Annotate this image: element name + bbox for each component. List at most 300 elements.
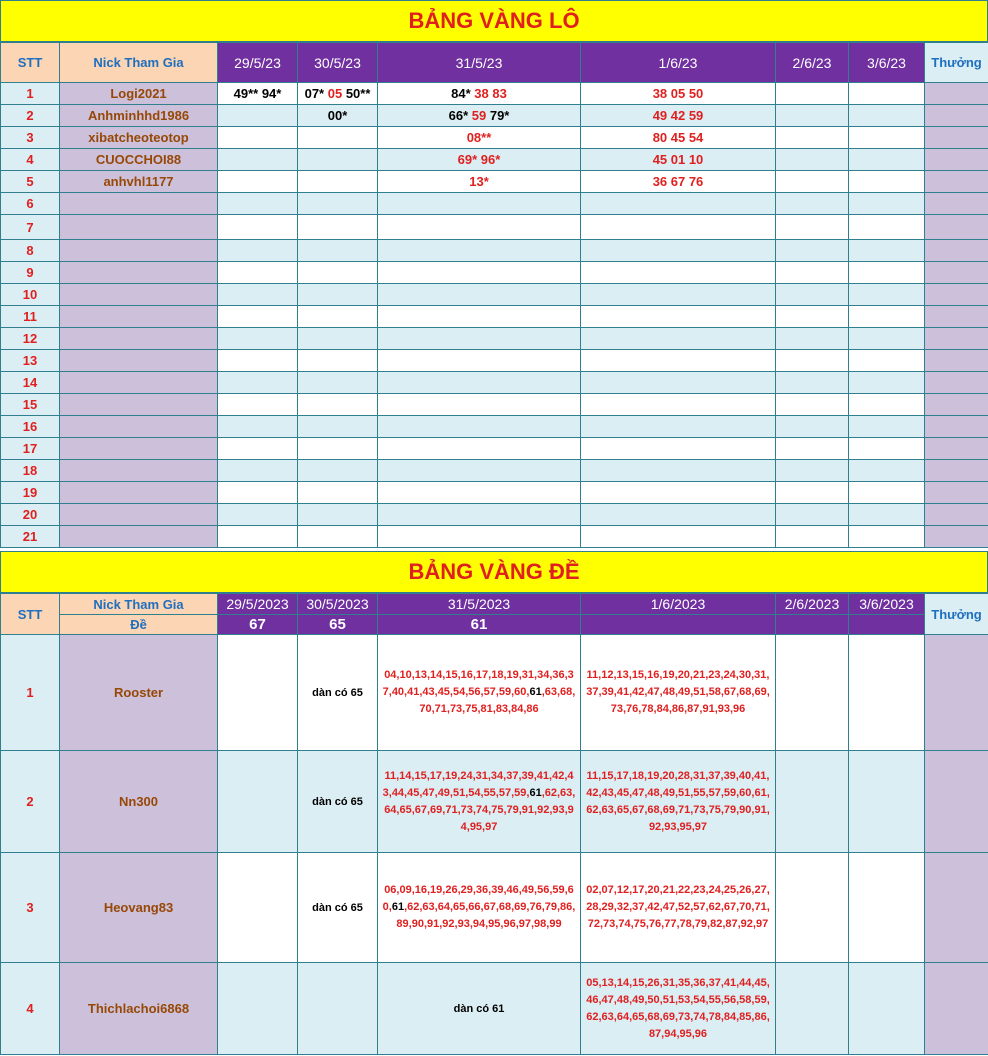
- lo-row: [1, 328, 988, 350]
- lo-reward-cell: [925, 482, 988, 504]
- de-number-list: 05,13,14,15,26,31,35,36,37,41,44,45,46,47,48,49,50,51,53,54,55,56,58,59,62,63,64,65,68,69,73,74,78,84,85,86,87,94,95,96: [581, 963, 776, 1055]
- pick-text: 04,10,13,14,15,16,17,18,19,31,34,36,37,40,41,43,45,54,56,57,59,60,: [382, 669, 574, 698]
- pick-text: 49** 94*: [233, 86, 282, 101]
- de-number-list: 11,12,13,15,16,19,20,21,23,24,30,31,37,39,41,42,47,48,49,51,58,67,68,69,73,76,78,84,86,87,91,93,96: [581, 635, 776, 751]
- de-stt: 1: [1, 635, 60, 751]
- lo-pick-cell: [218, 482, 298, 504]
- de-pick-cell: dàn có 65: [298, 751, 378, 853]
- lo-nick: [60, 482, 218, 504]
- lo-nick: [60, 526, 218, 548]
- de-nick: Heovang83: [60, 853, 218, 963]
- pick-text: ,63,68,70,71,73,75,81,83,84,86: [419, 686, 576, 715]
- de-stt: 4: [1, 963, 60, 1055]
- lo-pick-cell: [581, 328, 776, 350]
- de-result: [849, 615, 925, 635]
- de-header-date: 31/5/2023: [378, 594, 581, 615]
- de-header-nick: Nick Tham Gia: [60, 594, 218, 615]
- lo-pick-cell: [218, 105, 298, 127]
- lo-pick-cell: [581, 306, 776, 328]
- de-reward-cell: [925, 853, 988, 963]
- lo-pick-cell: [581, 416, 776, 438]
- de-header-date: 2/6/2023: [776, 594, 849, 615]
- de-header-date: 30/5/2023: [298, 594, 378, 615]
- lo-pick-cell: [218, 306, 298, 328]
- lo-pick-cell: [581, 460, 776, 482]
- lo-row: [1, 372, 988, 394]
- de-reward-cell: [925, 963, 988, 1055]
- pick-text: ,62,63,64,65,67,69,71,73,74,75,79,91,92,93,94,95,97: [384, 786, 576, 833]
- pick-text: 61: [391, 901, 405, 913]
- lo-reward-cell: [925, 193, 988, 215]
- de-result: 67: [218, 615, 298, 635]
- lo-row: [1, 350, 988, 372]
- lo-pick-cell: [378, 240, 581, 262]
- de-table: [0, 593, 988, 1055]
- lo-reward-cell: [925, 350, 988, 372]
- lo-reward-cell: [925, 306, 988, 328]
- lo-pick-cell: [849, 262, 925, 284]
- de-result: [776, 615, 849, 635]
- de-pick-cell: [298, 963, 378, 1055]
- de-result: [581, 615, 776, 635]
- lo-pick-cell: [849, 460, 925, 482]
- lo-pick-cell: [298, 416, 378, 438]
- de-pick-cell: [776, 963, 849, 1055]
- pick-text: 38 83: [474, 86, 507, 101]
- lo-header-date: 30/5/23: [298, 43, 378, 83]
- lo-nick: [60, 438, 218, 460]
- lo-pick-cell: [218, 149, 298, 171]
- lo-stt: 12: [1, 328, 60, 350]
- lo-pick-cell: [378, 127, 581, 149]
- lo-pick-cell: [581, 372, 776, 394]
- lo-stt: 2: [1, 105, 60, 127]
- pick-text: 36 67 76: [652, 174, 704, 189]
- lo-pick-cell: [378, 328, 581, 350]
- lo-pick-cell: [378, 215, 581, 240]
- lo-pick-cell: [776, 416, 849, 438]
- lo-pick-cell: [849, 83, 925, 105]
- lo-pick-cell: [218, 262, 298, 284]
- lo-stt: 14: [1, 372, 60, 394]
- lo-row: [1, 306, 988, 328]
- lo-pick-cell: [218, 526, 298, 548]
- lo-reward-cell: [925, 284, 988, 306]
- lo-stt: 7: [1, 215, 60, 240]
- lo-pick-cell: [581, 240, 776, 262]
- de-header-date: 1/6/2023: [581, 594, 776, 615]
- lo-pick-cell: [218, 504, 298, 526]
- lo-pick-cell: [298, 306, 378, 328]
- de-header-thuong: Thưởng: [925, 594, 988, 635]
- lo-pick-cell: [218, 284, 298, 306]
- lo-reward-cell: [925, 372, 988, 394]
- lo-pick-cell: [776, 394, 849, 416]
- de-pick-cell: [849, 853, 925, 963]
- de-stt: 3: [1, 853, 60, 963]
- lo-pick-cell: [378, 171, 581, 193]
- lo-stt: 3: [1, 127, 60, 149]
- lo-row: [1, 105, 988, 127]
- lo-table: [0, 42, 988, 548]
- lo-pick-cell: [849, 149, 925, 171]
- pick-text: 05: [327, 86, 343, 101]
- lo-header-date: 3/6/23: [849, 43, 925, 83]
- pick-text: 50**: [342, 86, 371, 101]
- lo-pick-cell: [849, 350, 925, 372]
- lo-stt: 13: [1, 350, 60, 372]
- lo-pick-cell: [218, 460, 298, 482]
- lo-pick-cell: [776, 83, 849, 105]
- lo-pick-cell: [298, 240, 378, 262]
- lo-nick: [60, 328, 218, 350]
- lo-stt: 8: [1, 240, 60, 262]
- lo-reward-cell: [925, 262, 988, 284]
- lo-stt: 21: [1, 526, 60, 548]
- pick-text: 49 42 59: [652, 108, 704, 123]
- lo-pick-cell: [378, 460, 581, 482]
- lo-reward-cell: [925, 83, 988, 105]
- lo-pick-cell: [581, 394, 776, 416]
- lo-nick: [60, 284, 218, 306]
- lo-stt: 20: [1, 504, 60, 526]
- lo-pick-cell: [378, 504, 581, 526]
- pick-text: 38 05 50: [652, 86, 704, 101]
- lo-pick-cell: [581, 193, 776, 215]
- lo-pick-cell: [298, 105, 378, 127]
- pick-text: 11,14,15,17,19,24,31,34,37,39,41,42,43,44,45,47,49,51,54,55,57,59,: [382, 769, 574, 799]
- lo-pick-cell: [218, 215, 298, 240]
- lo-pick-cell: [581, 482, 776, 504]
- lo-pick-cell: [776, 149, 849, 171]
- lo-pick-cell: [849, 372, 925, 394]
- de-row: [1, 751, 988, 853]
- lo-pick-cell: [378, 526, 581, 548]
- lo-pick-cell: [776, 372, 849, 394]
- lo-pick-cell: [849, 328, 925, 350]
- pick-text: 07*: [304, 86, 328, 101]
- lo-pick-cell: [298, 83, 378, 105]
- lo-row: [1, 240, 988, 262]
- de-pick-cell: [218, 635, 298, 751]
- de-pick-cell: [218, 963, 298, 1055]
- lo-row: [1, 149, 988, 171]
- lo-pick-cell: [776, 171, 849, 193]
- lo-pick-cell: [378, 306, 581, 328]
- lo-pick-cell: [378, 416, 581, 438]
- lo-pick-cell: [218, 171, 298, 193]
- de-pick-cell: [218, 751, 298, 853]
- de-number-list: [378, 963, 581, 1055]
- lo-pick-cell: [776, 482, 849, 504]
- lo-stt: 9: [1, 262, 60, 284]
- lo-reward-cell: [925, 149, 988, 171]
- lo-pick-cell: [378, 149, 581, 171]
- lo-pick-cell: [776, 526, 849, 548]
- lo-row: [1, 215, 988, 240]
- lo-pick-cell: [849, 240, 925, 262]
- lo-pick-cell: [849, 193, 925, 215]
- lo-stt: 4: [1, 149, 60, 171]
- lo-pick-cell: [298, 171, 378, 193]
- lo-reward-cell: [925, 416, 988, 438]
- lo-pick-cell: [849, 284, 925, 306]
- lo-pick-cell: [298, 328, 378, 350]
- de-pick-cell: [849, 635, 925, 751]
- lo-pick-cell: [378, 83, 581, 105]
- lo-row: [1, 284, 988, 306]
- lo-nick: xibatcheoteotop: [60, 127, 218, 149]
- lo-header-nick: Nick Tham Gia: [60, 43, 218, 83]
- lo-pick-cell: [849, 394, 925, 416]
- pick-text: 59: [471, 108, 487, 123]
- de-number-list: 02,07,12,17,20,21,22,23,24,25,26,27,28,29,32,37,42,47,52,57,62,67,70,71,72,73,74,75,76,77,78,79,82,87,92,97: [581, 853, 776, 963]
- pick-text: 69* 96*: [457, 152, 501, 167]
- lo-reward-cell: [925, 438, 988, 460]
- lo-pick-cell: [378, 350, 581, 372]
- de-pick-cell: [218, 853, 298, 963]
- lo-pick-cell: [849, 526, 925, 548]
- lo-pick-cell: [776, 306, 849, 328]
- lo-nick: [60, 350, 218, 372]
- lo-reward-cell: [925, 171, 988, 193]
- lo-nick: Logi2021: [60, 83, 218, 105]
- lo-pick-cell: [581, 504, 776, 526]
- lo-reward-cell: [925, 105, 988, 127]
- lo-pick-cell: [378, 105, 581, 127]
- lo-nick: [60, 460, 218, 482]
- lo-pick-cell: [378, 394, 581, 416]
- lo-header-date: 1/6/23: [581, 43, 776, 83]
- lo-nick: [60, 262, 218, 284]
- pick-text: 06,09,16,19,26,29,36,39,46,49,56,59,60,: [382, 884, 574, 913]
- lo-nick: CUOCCHOI88: [60, 149, 218, 171]
- lo-pick-cell: [218, 372, 298, 394]
- de-nick: Nn300: [60, 751, 218, 853]
- lo-pick-cell: [776, 438, 849, 460]
- lo-pick-cell: [298, 284, 378, 306]
- de-header-stt: STT: [1, 594, 60, 635]
- lo-pick-cell: [378, 193, 581, 215]
- lo-pick-cell: [776, 504, 849, 526]
- lo-nick: Anhminhhd1986: [60, 105, 218, 127]
- de-row: [1, 853, 988, 963]
- lo-pick-cell: [218, 127, 298, 149]
- lo-pick-cell: [298, 127, 378, 149]
- lo-pick-cell: [218, 240, 298, 262]
- lo-pick-cell: [378, 482, 581, 504]
- lo-pick-cell: [849, 416, 925, 438]
- de-pick-cell: [849, 963, 925, 1055]
- de-result: 61: [378, 615, 581, 635]
- lo-row: [1, 193, 988, 215]
- lo-pick-cell: [849, 215, 925, 240]
- lo-pick-cell: [298, 482, 378, 504]
- pick-text: dàn có 61: [453, 1002, 505, 1015]
- lo-nick: [60, 416, 218, 438]
- lo-stt: 1: [1, 83, 60, 105]
- lo-row: [1, 482, 988, 504]
- lo-row: [1, 83, 988, 105]
- lo-row: [1, 460, 988, 482]
- lo-pick-cell: [298, 215, 378, 240]
- lo-pick-cell: [378, 438, 581, 460]
- lo-pick-cell: [218, 394, 298, 416]
- de-pick-cell: [849, 751, 925, 853]
- lo-pick-cell: [581, 526, 776, 548]
- de-pick-cell: dàn có 65: [298, 853, 378, 963]
- lo-reward-cell: [925, 526, 988, 548]
- lo-reward-cell: [925, 127, 988, 149]
- lo-pick-cell: [581, 127, 776, 149]
- lo-stt: 18: [1, 460, 60, 482]
- lo-stt: 19: [1, 482, 60, 504]
- lo-pick-cell: [849, 171, 925, 193]
- lo-nick: [60, 240, 218, 262]
- lo-nick: [60, 215, 218, 240]
- lo-stt: 6: [1, 193, 60, 215]
- de-stt: 2: [1, 751, 60, 853]
- lo-pick-cell: [218, 416, 298, 438]
- pick-text: 00*: [327, 108, 348, 123]
- lo-stt: 17: [1, 438, 60, 460]
- de-row: [1, 635, 988, 751]
- lo-row: [1, 526, 988, 548]
- lo-pick-cell: [849, 438, 925, 460]
- lo-pick-cell: [581, 171, 776, 193]
- lo-stt: 16: [1, 416, 60, 438]
- de-pick-cell: dàn có 65: [298, 635, 378, 751]
- lo-pick-cell: [849, 306, 925, 328]
- lo-row: [1, 394, 988, 416]
- de-pick-cell: [776, 853, 849, 963]
- de-nick: Thichlachoi6868: [60, 963, 218, 1055]
- pick-text: 61: [529, 786, 542, 799]
- lo-pick-cell: [849, 482, 925, 504]
- lo-pick-cell: [218, 438, 298, 460]
- lo-pick-cell: [776, 284, 849, 306]
- lo-pick-cell: [581, 105, 776, 127]
- pick-text: 79*: [486, 108, 510, 123]
- lo-stt: 10: [1, 284, 60, 306]
- lo-row: [1, 504, 988, 526]
- lo-pick-cell: [298, 350, 378, 372]
- lo-reward-cell: [925, 240, 988, 262]
- lo-reward-cell: [925, 460, 988, 482]
- de-number-list: [378, 635, 581, 751]
- lo-header-date: 29/5/23: [218, 43, 298, 83]
- lo-stt: 5: [1, 171, 60, 193]
- lo-pick-cell: [776, 350, 849, 372]
- lo-pick-cell: [776, 328, 849, 350]
- pick-text: ,62,63,64,65,66,67,68,69,76,79,86,89,90,91,92,93,94,95,96,97,98,99: [396, 901, 576, 930]
- lo-pick-cell: [298, 526, 378, 548]
- lo-reward-cell: [925, 328, 988, 350]
- pick-text: 66*: [448, 108, 472, 123]
- de-number-list: [378, 751, 581, 853]
- lo-pick-cell: [581, 262, 776, 284]
- lo-header-thuong: Thưởng: [925, 43, 988, 83]
- lo-pick-cell: [298, 504, 378, 526]
- de-header-date: 3/6/2023: [849, 594, 925, 615]
- lo-pick-cell: [849, 105, 925, 127]
- lo-pick-cell: [581, 149, 776, 171]
- de-reward-cell: [925, 635, 988, 751]
- de-result: 65: [298, 615, 378, 635]
- lo-pick-cell: [378, 372, 581, 394]
- lo-row: [1, 171, 988, 193]
- de-nick: Rooster: [60, 635, 218, 751]
- lo-pick-cell: [776, 215, 849, 240]
- lo-nick: [60, 394, 218, 416]
- de-pick-cell: [776, 751, 849, 853]
- lo-nick: [60, 193, 218, 215]
- lo-pick-cell: [581, 350, 776, 372]
- lo-pick-cell: [218, 193, 298, 215]
- lo-nick: [60, 504, 218, 526]
- de-number-list: [378, 853, 581, 963]
- lo-stt: 15: [1, 394, 60, 416]
- lo-pick-cell: [298, 394, 378, 416]
- lo-pick-cell: [298, 193, 378, 215]
- lo-pick-cell: [298, 149, 378, 171]
- lo-pick-cell: [849, 504, 925, 526]
- lo-pick-cell: [581, 284, 776, 306]
- lo-pick-cell: [298, 372, 378, 394]
- lo-reward-cell: [925, 215, 988, 240]
- de-pick-cell: [776, 635, 849, 751]
- de-reward-cell: [925, 751, 988, 853]
- pick-text: 08**: [466, 130, 492, 145]
- pick-text: 61: [529, 686, 542, 698]
- lo-pick-cell: [218, 328, 298, 350]
- lo-header-stt: STT: [1, 43, 60, 83]
- lo-pick-cell: [776, 127, 849, 149]
- lo-row: [1, 262, 988, 284]
- lo-pick-cell: [378, 262, 581, 284]
- lo-pick-cell: [378, 284, 581, 306]
- lo-row: [1, 416, 988, 438]
- pick-text: 80 45 54: [652, 130, 704, 145]
- de-header-de-label: Đề: [60, 615, 218, 635]
- lo-pick-cell: [581, 438, 776, 460]
- lo-pick-cell: [776, 105, 849, 127]
- lo-pick-cell: [581, 215, 776, 240]
- lo-pick-cell: [776, 193, 849, 215]
- pick-text: 13*: [469, 174, 489, 189]
- de-title: BẢNG VÀNG ĐỀ: [0, 551, 988, 593]
- de-number-list: 11,15,17,18,19,20,28,31,37,39,40,41,42,43,45,47,48,49,51,55,57,59,60,61,62,63,65,67,68,69,71,73,75,79,90,91,92,93,95,97: [581, 751, 776, 853]
- de-header-date: 29/5/2023: [218, 594, 298, 615]
- lo-pick-cell: [298, 262, 378, 284]
- lo-pick-cell: [776, 262, 849, 284]
- lo-row: [1, 438, 988, 460]
- lo-pick-cell: [581, 83, 776, 105]
- pick-text: 84*: [451, 86, 475, 101]
- lo-pick-cell: [218, 83, 298, 105]
- lo-nick: [60, 372, 218, 394]
- lo-nick: [60, 306, 218, 328]
- lo-pick-cell: [218, 350, 298, 372]
- lo-title: BẢNG VÀNG LÔ: [0, 0, 988, 42]
- pick-text: 45 01 10: [652, 152, 704, 167]
- lo-header-date: 31/5/23: [378, 43, 581, 83]
- lo-pick-cell: [776, 240, 849, 262]
- lo-row: [1, 127, 988, 149]
- lo-pick-cell: [849, 127, 925, 149]
- lo-stt: 11: [1, 306, 60, 328]
- lo-reward-cell: [925, 394, 988, 416]
